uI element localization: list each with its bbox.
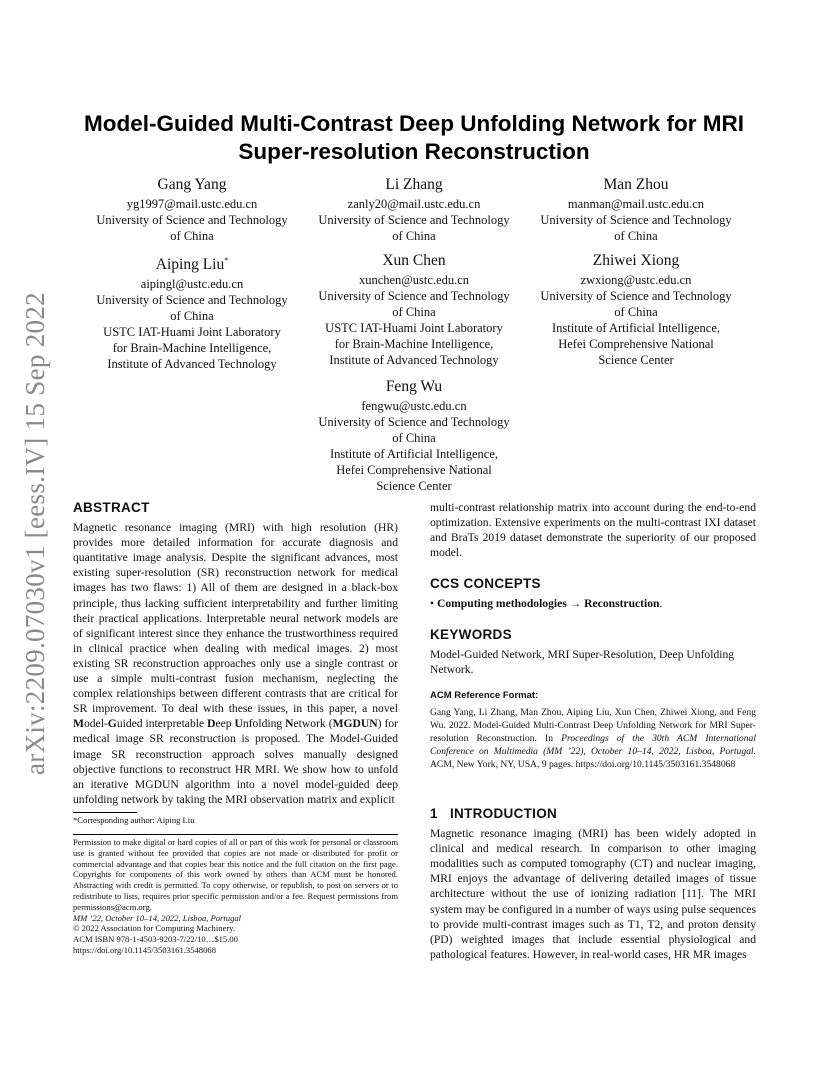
author-affiliation: of China: [170, 229, 214, 243]
author-affiliation: of China: [170, 309, 214, 324]
footnote-rule: [73, 812, 137, 813]
permission-text: Permission to make digital or hard copies of all or part of this work for personal or classroom use is granted without fee provided that copies are not made or distributed for profit or commercial advantage and that copies bear this notice and the full citation on the first page. Copyrights for components of this work owned by others than ACM must be honored. Abstracting with credit is permitted. To copy otherwise, or republish, to post on servers or to redistribute to lists, requires prior specific permission and/or a fee. Request permissions from permissions@acm.org.: [73, 837, 398, 912]
footnote: *Corresponding author: Aiping Liu: [73, 815, 195, 825]
author-affiliation: University of Science and Technology: [96, 293, 288, 308]
ccs-heading: CCS CONCEPTS: [430, 576, 541, 591]
author-affiliation: of China: [392, 431, 436, 445]
abstract-heading: ABSTRACT: [73, 500, 150, 515]
abstract-continued: [430, 500, 756, 560]
corresponding-mark: *: [224, 256, 229, 265]
author-email[interactable]: xunchen@ustc.edu.cn: [358, 273, 470, 287]
arxiv-identifier: arXiv:2209.07030v1 [eess.IV] 15 Sep 2022: [20, 292, 50, 775]
author-affiliation: for Brain-Machine Intelligence,: [334, 337, 494, 351]
author-affiliation: Institute of Advanced Technology: [329, 353, 499, 367]
author-name: Xun Chen: [382, 252, 446, 269]
author-affiliation: Hefei Comprehensive National: [558, 337, 714, 351]
author-email[interactable]: manman@mail.ustc.edu.cn: [567, 197, 705, 211]
author-email[interactable]: zwxiong@ustc.edu.cn: [580, 273, 692, 287]
author-affiliation: USTC IAT-Huami Joint Laboratory: [325, 321, 503, 335]
author-affiliation: Institute of Artificial Intelligence,: [330, 447, 498, 461]
author-affiliation: University of Science and Technology: [318, 415, 510, 429]
introduction-body: Magnetic resonance imaging (MRI) has been widely adopted in clinical and medical research. In comparison to other imaging modalities such as computed tomography (CT) and nuclear imaging, MRI enjoys the advantage of delivering detailed images of tissue architecture without the use of ionizing radiation [11]. The MRI system may be configured in a number of ways using pulse sequences to provide multi-contrast images such as T1, T2, and proton density (PD) weighted images that include essential physiological and pathological features. However, in real-world cases, HR MR images: [430, 827, 756, 961]
acm-reference-body: Gang Yang, Li Zhang, Man Zhou, Aiping Liu, Xun Chen, Zhiwei Xiong, and Feng Wu. 2022. Model-Guided Multi-Contrast Deep Unfolding Network for MRI Super-resolution Reconstruction. In Proceedings of the 30th ACM International Conference on Multimedia (MM ’22), October 10–14, 2022, Lisboa, Portugal. ACM, New York, NY, USA, 9 pages. https://doi.org/10.1145/3503161.3548068: [430, 707, 756, 771]
author-affiliation: Science Center: [598, 353, 674, 367]
author-affiliation: of China: [614, 305, 658, 319]
permission-block: [73, 837, 398, 956]
ccs-section: [430, 576, 756, 611]
author-name: Gang Yang: [157, 176, 227, 193]
author-block: [82, 251, 302, 372]
keywords-section: [430, 627, 756, 677]
acm-reference-section: [430, 688, 756, 771]
introduction-heading: 1 INTRODUCTION: [430, 806, 558, 821]
author-email[interactable]: zanly20@mail.ustc.edu.cn: [347, 197, 481, 211]
author-block: [526, 251, 746, 368]
introduction-section: [430, 806, 756, 962]
author-affiliation: of China: [614, 229, 658, 243]
author-block: [304, 377, 524, 494]
author-block: [526, 175, 746, 244]
abstract-body-continued: multi-contrast relationship matrix into account during the end-to-end optimization. Extensive experiments on the multi-contrast IXI dataset and BraTs 2019 dataset demonstrate the superiority of our proposed model.: [430, 501, 756, 560]
author-affiliation: for Brain-Machine Intelligence,: [112, 341, 272, 356]
abstract-body: Magnetic resonance imaging (MRI) with high resolution (HR) provides more detailed information for accurate diagnosis and quantitative image analysis. Despite the significant advances, most existing super-resolution (SR) reconstruction network for medical images has two flaws: 1) All of them are designed in a black-box principle, thus lacking sufficient interpretability and further limiting their practical applications. Interpretable neural network models are of significant interest since they enhance the trustworthiness required in clinical practice when dealing with medical images. 2) most existing SR reconstruction approaches only use a single contrast or use a simple multi-contrast fusion mechanism, neglecting the complex relationships between different contrasts that are critical for SR improvement. To deal with these issues, in this paper, a novel Model-Guided interpretable Deep Unfolding Network (MGDUN) for medical image SR reconstruction is proposed. The Model-Guided image SR reconstruction approach solves manually designed objective functions to reconstruct HR MRI. We show how to unfold an iterative MGDUN algorithm into a novel model-guided deep unfolding network by taking the MRI observation matrix and explicit: [73, 521, 398, 806]
author-affiliation: University of Science and Technology: [540, 213, 732, 227]
author-block: [304, 251, 524, 368]
ccs-body: • Computing methodologies → Reconstruction.: [430, 597, 663, 611]
author-name: Zhiwei Xiong: [592, 252, 680, 269]
author-affiliation: Institute of Artificial Intelligence,: [552, 321, 720, 335]
keywords-heading: KEYWORDS: [430, 627, 512, 642]
author-name: Aiping Liu*: [155, 256, 229, 274]
isbn-line: ACM ISBN 978-1-4503-9203-7/22/10…$15.00: [73, 934, 238, 945]
author-affiliation: Science Center: [376, 479, 452, 493]
paper-title: Model-Guided Multi-Contrast Deep Unfolding Network for MRI Super-resolution Reconstruction: [84, 111, 744, 164]
doi-link[interactable]: https://doi.org/10.1145/3503161.3548068: [73, 944, 216, 955]
author-affiliation: USTC IAT-Huami Joint Laboratory: [103, 325, 281, 340]
acm-reference-heading: ACM Reference Format:: [430, 690, 539, 701]
copyright-line: © 2022 Association for Computing Machinery.: [73, 923, 236, 934]
author-affiliation: University of Science and Technology: [540, 289, 732, 303]
author-affiliation: of China: [392, 229, 436, 243]
author-affiliation: University of Science and Technology: [318, 213, 510, 227]
keywords-body: Model-Guided Network, MRI Super-Resolution, Deep Unfolding Network.: [430, 648, 735, 677]
author-email[interactable]: fengwu@ustc.edu.cn: [361, 399, 467, 413]
author-name: Li Zhang: [385, 176, 443, 193]
author-name: Feng Wu: [385, 378, 443, 395]
author-email[interactable]: aipingl@ustc.edu.cn: [140, 277, 244, 292]
author-affiliation: Hefei Comprehensive National: [336, 463, 492, 477]
author-name: Man Zhou: [603, 176, 669, 193]
author-affiliation: University of Science and Technology: [318, 289, 510, 303]
abstract-section: [73, 500, 398, 807]
author-email[interactable]: yg1997@mail.ustc.edu.cn: [126, 197, 258, 211]
author-affiliation: of China: [392, 305, 436, 319]
author-affiliation: University of Science and Technology: [96, 213, 288, 227]
author-affiliation: Institute of Advanced Technology: [107, 357, 277, 372]
author-block: [304, 175, 524, 244]
conference-line: MM ’22, October 10–14, 2022, Lisboa, Portugal: [73, 912, 242, 923]
permission-rule: [73, 834, 398, 835]
author-block: [82, 175, 302, 244]
